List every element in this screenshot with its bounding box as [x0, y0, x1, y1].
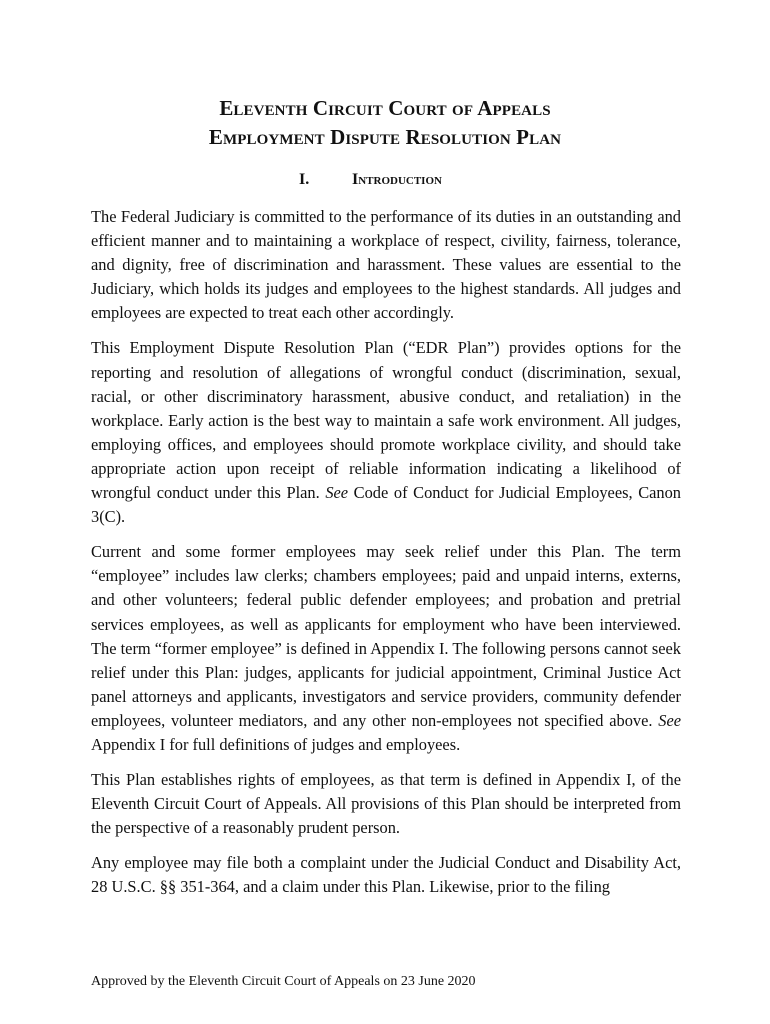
paragraph-2-text: This Employment Dispute Resolution Plan (“EDR Plan”) provides options for the reporting and resolution of allegations of wrongful conduct (discrimination, sexual, racial, or other discriminatory harassment, abusive conduct, and retaliation) in the workplace. Early action is the best way to maintain a safe work environment. All judges, employing offices, and employees should promote workplace civility, and should take appropriate action upon receipt of reliable information indicating a likelihood of wrongful conduct under this Plan. [91, 338, 681, 503]
title-line-1: Eleventh Circuit Court of Appeals [219, 96, 551, 120]
title-line-2: Employment Dispute Resolution Plan [208, 125, 562, 149]
section-number: I. [299, 171, 310, 188]
section-title: Introduction [352, 171, 442, 188]
paragraph-3-text: Current and some former employees may seek relief under this Plan. The term “employee” includes law clerks; chambers employees; paid and unpaid interns, externs, and other volunteers; federal public defender employees; and probation and pretrial services employees, as well as applicants for employment who have been interviewed. The term “former employee” is defined in Appendix I. The following persons cannot seek relief under this Plan: judges, applicants for judicial appointment, Criminal Justice Act panel attorneys and applicants, investigators and service providers, community defender employees, volunteer mediators, and any other non-employees not specified above. [91, 542, 681, 730]
paragraph-1 [91, 205, 681, 325]
paragraph-4-text: This Plan establishes rights of employees, as that term is defined in Appendix I, of the Eleventh Circuit Court of Appeals. All provisions of this Plan should be interpreted from the perspective of a reasonably prudent person. [91, 770, 681, 838]
document-body [91, 205, 681, 911]
paragraph-4 [91, 768, 681, 840]
paragraph-3 [91, 540, 681, 757]
paragraph-2-see: See [325, 483, 349, 503]
paragraph-3-text-end: Appendix I for full definitions of judges and employees. [91, 734, 461, 754]
page-footer: Approved by the Eleventh Circuit Court of Appeals on 23 June 2020 [91, 974, 476, 989]
paragraph-2-text-end: Code of Conduct for Judicial Employees, Canon 3(C). [91, 483, 681, 527]
document-title [0, 94, 770, 152]
paragraph-3-see: See [658, 710, 681, 730]
paragraph-5-text: Any employee may file both a complaint under the Judicial Conduct and Disability Act, 28 U.S.C. §§ 351-364, and a claim under this Plan. Likewise, prior to the filing [91, 853, 681, 897]
paragraph-5 [91, 851, 681, 899]
paragraph-2 [91, 336, 681, 529]
paragraph-1-text: The Federal Judiciary is committed to the performance of its duties in an outstanding and efficient manner and to maintaining a workplace of respect, civility, fairness, tolerance, and dignity, free of discrimination and harassment. These values are essential to the Judiciary, which holds its judges and employees to the highest standards. All judges and employees are expected to treat each other accordingly. [91, 207, 681, 323]
